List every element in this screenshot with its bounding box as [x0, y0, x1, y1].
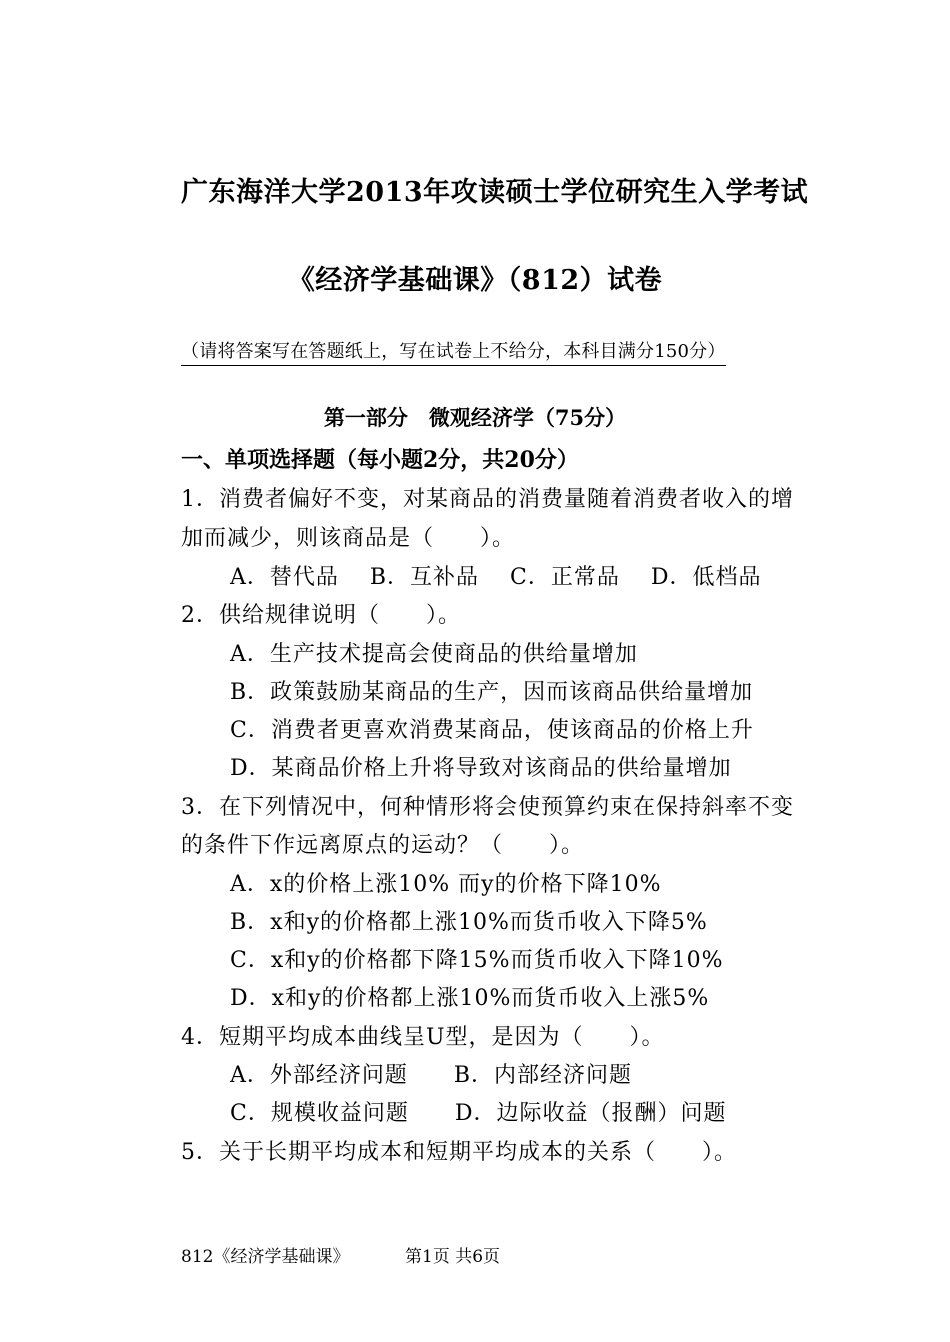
exam-title-line2: 《经济学基础课》（812）试卷 [287, 265, 663, 296]
question-5-line1: 5．关于长期平均成本和短期平均成本的关系（ ）。 [181, 1140, 737, 1165]
question-2-option-a: A．生产技术提高会使商品的供给量增加 [230, 642, 638, 667]
question-3-line2: 的条件下作远离原点的运动？（ ）。 [181, 833, 585, 858]
question-4-options-cd: C．规模收益问题 D．边际收益（报酬）问题 [230, 1101, 727, 1126]
question-2-option-c: C．消费者更喜欢消费某商品，使该商品的价格上升 [230, 718, 754, 743]
question-2-option-d: D．某商品价格上升将导致对该商品的供给量增加 [230, 756, 732, 781]
question-3-option-b: B．x和y的价格都上涨10%而货币收入下降5% [230, 910, 708, 935]
question-3-line1: 3．在下列情况中，何种情形将会使预算约束在保持斜率不变 [181, 795, 794, 820]
footer-page-number: 第1页 共6页 [405, 1247, 501, 1267]
question-3-option-d: D．x和y的价格都上涨10%而货币收入上涨5% [230, 986, 710, 1011]
section-title: 一、单项选择题（每小题2分，共20分） [181, 447, 579, 473]
question-1-line2: 加而减少，则该商品是（ ）。 [181, 526, 516, 551]
question-1-options: A．替代品 B．互补品 C．正常品 D．低档品 [230, 565, 762, 590]
question-2-line1: 2．供给规律说明（ ）。 [181, 603, 461, 628]
question-3-option-c: C．x和y的价格都下降15%而货币收入下降10% [230, 948, 724, 973]
footer-exam-code: 812《经济学基础课》 [181, 1247, 350, 1267]
question-4-line1: 4．短期平均成本曲线呈U型，是因为（ ）。 [181, 1025, 665, 1050]
question-2-option-b: B．政策鼓励某商品的生产，因而该商品供给量增加 [230, 680, 754, 705]
question-3-option-a: A．x的价格上涨10% 而y的价格下降10% [230, 872, 662, 897]
question-1-line1: 1．消费者偏好不变，对某商品的消费量随着消费者收入的增 [181, 487, 794, 512]
question-4-options-ab: A．外部经济问题 B．内部经济问题 [230, 1063, 633, 1088]
exam-notice: （请将答案写在答题纸上，写在试卷上不给分，本科目满分150分） [181, 337, 726, 366]
exam-title-line1: 广东海洋大学2013年攻读硕士学位研究生入学考试 [181, 177, 809, 208]
part-title: 第一部分 微观经济学（75分） [323, 405, 627, 430]
